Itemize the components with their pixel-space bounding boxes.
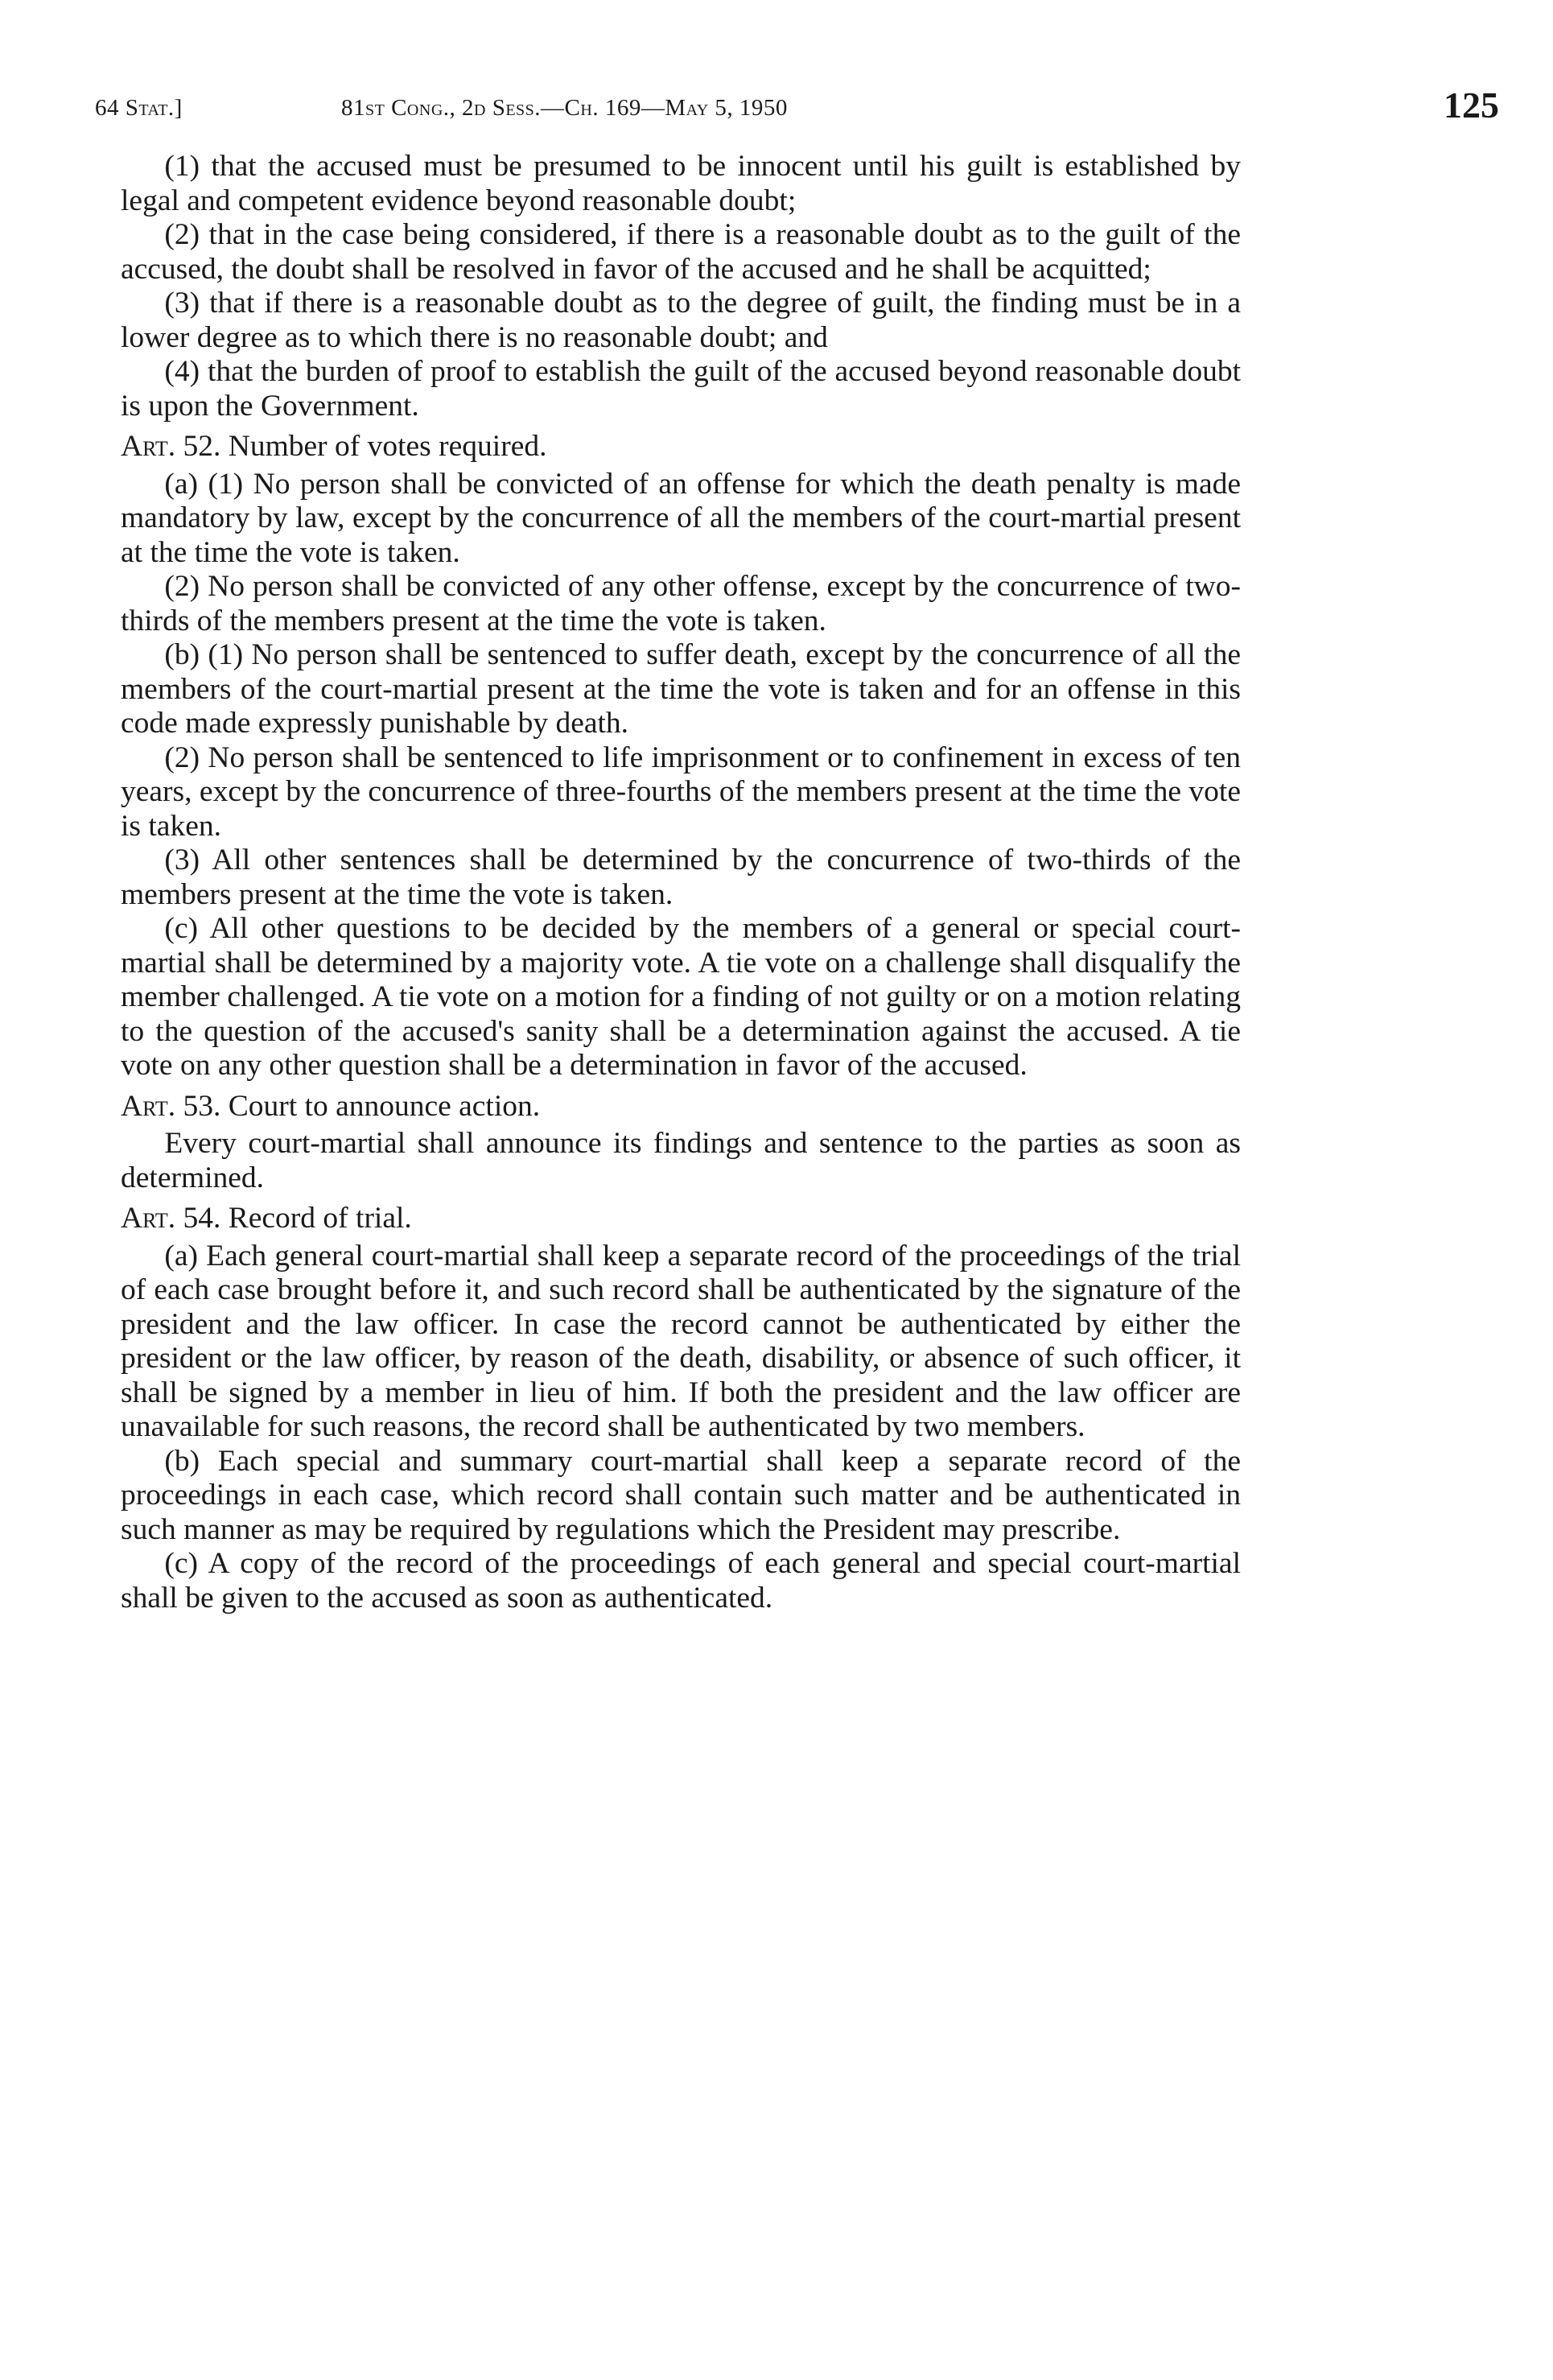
article-title: 54. Record of trial. xyxy=(183,1202,412,1235)
article-label: Art. xyxy=(121,430,176,463)
clause-4: (4) that the burden of proof to establish the guilt of the accused beyond reasonable doubt is upon the Government. xyxy=(121,355,1241,423)
clause-1: (1) that the accused must be presumed to be innocent until his guilt is established by legal and competent evidence beyond reasonable doubt; xyxy=(121,150,1241,217)
running-head xyxy=(95,84,1499,132)
clause-2: (2) that in the case being considered, if there is a reasonable doubt as to the guilt of the accused, the doubt shall be resolved in favor of the accused and he shall be acquitted; xyxy=(121,218,1241,286)
art52-b-1: (b) (1) No person shall be sentenced to suffer death, except by the concurrence of all the members of the court-martial present at the time the vote is taken and for an offense in this code made expressly punishable by death. xyxy=(121,638,1241,740)
article-52-heading xyxy=(121,430,1241,464)
article-label: Art. xyxy=(121,1202,176,1235)
art54-a: (a) Each general court-martial shall keep a separate record of the proceedings of the trial of each case brought before it, and such record shall be authenticated by the signature of the president and the law officer. In case the record cannot be authenticated by either the president or the law officer, by reason of the death, disability, or absence of such officer, it shall be signed by a member in lieu of him. If both the president and the law officer are unavailable for such reasons, the record shall be authenticated by two members. xyxy=(121,1239,1241,1443)
art52-b-2: (2) No person shall be sentenced to life imprisonment or to confinement in excess of ten years, except by the concurrence of three-fourths of the members present at the time the vote is taken. xyxy=(121,740,1241,843)
article-label: Art. xyxy=(121,1089,176,1123)
session-chapter-date: 81st Cong., 2d Sess.—Ch. 169—May 5, 1950 xyxy=(341,95,788,121)
page-number: 125 xyxy=(1444,85,1499,126)
art52-a-1: (a) (1) No person shall be convicted of an offense for which the death penalty is made mandatory by law, except by the concurrence of all the members of the court-martial present at the time the vote is taken. xyxy=(121,467,1241,569)
art52-b-3: (3) All other sentences shall be determined by the concurrence of two-thirds of the members present at the time the vote is taken. xyxy=(121,844,1241,911)
article-54-heading xyxy=(121,1202,1241,1236)
article-53-heading xyxy=(121,1090,1241,1124)
art52-c: (c) All other questions to be decided by the members of a general or special court-martial shall be determined by a majority vote. A tie vote on a challenge shall disqualify the member challenged. A tie vote on a motion for a finding of not guilty or on a motion relating to the question of the accused's sanity shall be a determination against the accused. A tie vote on any other question shall be a determination in favor of the accused. xyxy=(121,912,1241,1082)
article-title: 52. Number of votes required. xyxy=(183,430,547,463)
statute-body xyxy=(121,150,1241,1615)
art54-c: (c) A copy of the record of the proceedings of each general and special court-martial shall be given to the accused as soon as authenticated. xyxy=(121,1547,1241,1615)
volume-citation: 64 Stat.] xyxy=(95,95,183,121)
clause-3: (3) that if there is a reasonable doubt as to the degree of guilt, the finding must be in a lower degree as to which there is no reasonable doubt; and xyxy=(121,287,1241,354)
art53-text: Every court-martial shall announce its findings and sentence to the parties as soon as determined. xyxy=(121,1127,1241,1194)
article-title: 53. Court to announce action. xyxy=(183,1089,541,1123)
art52-a-2: (2) No person shall be convicted of any other offense, except by the concurrence of two-thirds of the members present at the time the vote is taken. xyxy=(121,570,1241,637)
art54-b: (b) Each special and summary court-martial shall keep a separate record of the proceedings in each case, which record shall contain such matter and be authenticated in such manner as may be required by regulations which the President may prescribe. xyxy=(121,1444,1241,1546)
